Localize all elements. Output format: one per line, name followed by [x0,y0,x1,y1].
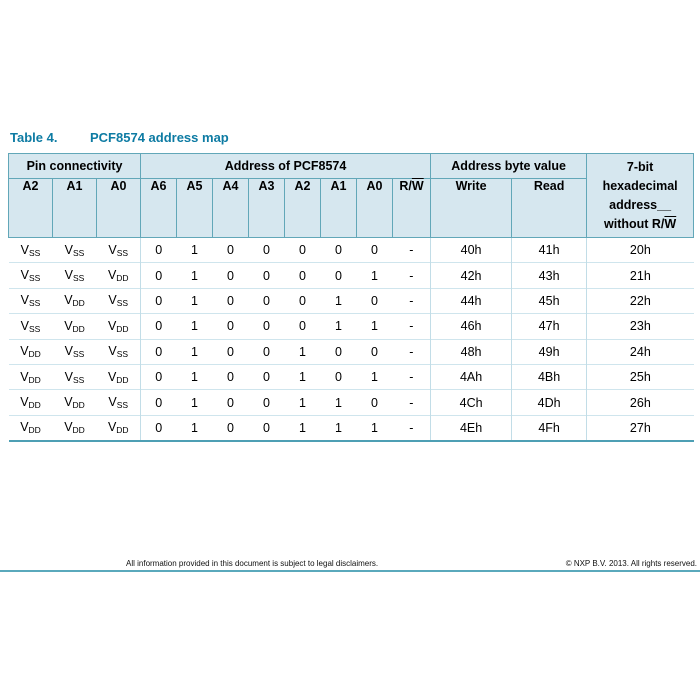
addr-bit-cell: 0 [249,288,285,313]
column-pin-a2: A2 [9,179,53,238]
addr-bit-cell: 0 [321,364,357,389]
pin-cell: $V_{SS}$ [97,288,141,313]
addr-bit-cell: 0 [213,263,249,288]
pin-cell: $V_{DD}$ [97,263,141,288]
addr-bit-cell: 0 [321,263,357,288]
hex-address-cell: 22h [587,288,694,313]
write-value-cell: 4Eh [431,415,512,440]
addr-bit-cell: 1 [357,314,393,339]
pin-cell: $V_{SS}$ [97,390,141,415]
table-row [9,390,694,415]
group-header-row [9,154,694,179]
column-rw [393,179,431,238]
addr-bit-cell: 1 [177,263,213,288]
addr-bit-cell: 0 [213,390,249,415]
rw-cell: - [393,263,431,288]
addr-bit-cell: 1 [357,415,393,440]
write-value-cell: 40h [431,238,512,263]
addr-bit-cell: 1 [285,339,321,364]
addr-bit-cell: 0 [141,238,177,263]
addr-bit-cell: 1 [357,364,393,389]
write-value-cell: 46h [431,314,512,339]
addr-bit-cell: 1 [177,339,213,364]
addr-bit-cell: 0 [141,390,177,415]
group-byte-value: Address byte value [431,154,587,179]
table-row [9,314,694,339]
column-addr-a1: A1 [321,179,357,238]
addr-bit-cell: 0 [213,415,249,440]
pin-cell: $V_{SS}$ [9,288,53,313]
read-value-cell: 45h [512,288,587,313]
addr-bit-cell: 0 [213,288,249,313]
hex-address-cell: 27h [587,415,694,440]
col7bit-line2: hexadecimal [602,178,678,193]
footer-rule [0,570,700,572]
read-value-cell: 43h [512,263,587,288]
pin-cell: $V_{DD}$ [53,390,97,415]
hex-address-cell: 25h [587,364,694,389]
pin-cell: $V_{DD}$ [97,314,141,339]
read-value-cell: 49h [512,339,587,364]
pin-cell: $V_{SS}$ [9,238,53,263]
table-title [10,130,229,145]
hex-address-cell: 26h [587,390,694,415]
addr-bit-cell: 1 [177,288,213,313]
table-row [9,364,694,389]
addr-bit-cell: 1 [177,364,213,389]
rw-cell: - [393,288,431,313]
pin-cell: $V_{DD}$ [9,364,53,389]
addr-bit-cell: 1 [177,415,213,440]
pin-cell: $V_{SS}$ [53,364,97,389]
footer-copyright: © NXP B.V. 2013. All rights reserved. [565,559,697,568]
pin-cell: $V_{DD}$ [53,288,97,313]
footer-disclaimer: All information provided in this document is subject to legal disclaimers. [126,559,379,568]
addr-bit-cell: 0 [357,238,393,263]
column-addr-a0: A0 [357,179,393,238]
write-value-cell: 48h [431,339,512,364]
pin-cell: $V_{DD}$ [9,339,53,364]
addr-bit-cell: 1 [177,390,213,415]
column-write: Write [431,179,512,238]
pin-cell: $V_{SS}$ [9,314,53,339]
table-row [9,238,694,263]
column-addr-a4: A4 [213,179,249,238]
write-value-cell: 4Ah [431,364,512,389]
rw-prefix: R/ [399,179,412,193]
addr-bit-cell: 1 [177,314,213,339]
addr-bit-cell: 0 [249,364,285,389]
addr-bit-cell: 0 [141,314,177,339]
hex-address-cell: 24h [587,339,694,364]
hex-address-cell: 20h [587,238,694,263]
col7bit-line3: address__ [609,197,672,212]
addr-bit-cell: 1 [285,364,321,389]
addr-bit-cell: 0 [357,390,393,415]
column-addr-a3: A3 [249,179,285,238]
addr-bit-cell: 0 [357,288,393,313]
table-row [9,415,694,440]
addr-bit-cell: 0 [249,314,285,339]
column-7bit-hex-address [587,154,694,238]
col7bit-line1: 7-bit [626,159,654,174]
addr-bit-cell: 1 [357,263,393,288]
addr-bit-cell: 0 [141,339,177,364]
addr-bit-cell: 1 [321,390,357,415]
rw-cell: - [393,314,431,339]
rw-cell: - [393,415,431,440]
addr-bit-cell: 0 [141,415,177,440]
addr-bit-cell: 0 [357,339,393,364]
column-read: Read [512,179,587,238]
pin-cell: $V_{SS}$ [53,238,97,263]
col7bit-line4: without R/ [604,216,665,231]
read-value-cell: 4Bh [512,364,587,389]
addr-bit-cell: 1 [285,415,321,440]
addr-bit-cell: 0 [213,238,249,263]
column-pin-a0: A0 [97,179,141,238]
addr-bit-cell: 0 [249,238,285,263]
pin-cell: $V_{DD}$ [53,415,97,440]
rw-cell: - [393,238,431,263]
pin-cell: $V_{SS}$ [9,263,53,288]
pin-cell: $V_{DD}$ [9,415,53,440]
pin-cell: $V_{SS}$ [53,263,97,288]
pin-cell: $V_{SS}$ [97,238,141,263]
read-value-cell: 41h [512,238,587,263]
addr-bit-cell: 0 [321,339,357,364]
addr-bit-cell: 0 [321,238,357,263]
table-caption: PCF8574 address map [90,130,229,145]
table-number: Table 4. [10,130,58,145]
table-body [9,238,694,441]
group-pin-connectivity: Pin connectivity [9,154,141,179]
pin-cell: $V_{SS}$ [53,339,97,364]
group-address: Address of PCF8574 [141,154,431,179]
addr-bit-cell: 1 [177,238,213,263]
addr-bit-cell: 0 [141,263,177,288]
addr-bit-cell: 0 [249,390,285,415]
hex-address-cell: 23h [587,314,694,339]
rw-cell: - [393,339,431,364]
table-row [9,263,694,288]
column-addr-a5: A5 [177,179,213,238]
column-addr-a2: A2 [285,179,321,238]
write-value-cell: 42h [431,263,512,288]
read-value-cell: 47h [512,314,587,339]
addr-bit-cell: 1 [321,415,357,440]
col7bit-line4-w-overline: $\overline{W}$ [664,216,677,231]
write-value-cell: 4Ch [431,390,512,415]
addr-bit-cell: 1 [285,390,321,415]
addr-bit-cell: 1 [321,314,357,339]
addr-bit-cell: 0 [141,288,177,313]
rw-cell: - [393,364,431,389]
column-pin-a1: A1 [53,179,97,238]
read-value-cell: 4Fh [512,415,587,440]
addr-bit-cell: 1 [321,288,357,313]
addr-bit-cell: 0 [213,339,249,364]
read-value-cell: 4Dh [512,390,587,415]
addr-bit-cell: 0 [285,263,321,288]
addr-bit-cell: 0 [285,238,321,263]
write-value-cell: 44h [431,288,512,313]
addr-bit-cell: 0 [249,415,285,440]
addr-bit-cell: 0 [285,314,321,339]
addr-bit-cell: 0 [141,364,177,389]
pin-cell: $V_{DD}$ [9,390,53,415]
pin-cell: $V_{DD}$ [53,314,97,339]
column-addr-a6: A6 [141,179,177,238]
rw-cell: - [393,390,431,415]
hex-address-cell: 21h [587,263,694,288]
address-map-table [8,153,694,442]
pin-cell: $V_{SS}$ [97,339,141,364]
addr-bit-cell: 0 [213,314,249,339]
addr-bit-cell: 0 [249,263,285,288]
table-row [9,339,694,364]
addr-bit-cell: 0 [249,339,285,364]
rw-w-overline: $\overline{W}$ [411,179,424,193]
table-row [9,288,694,313]
pin-cell: $V_{DD}$ [97,364,141,389]
addr-bit-cell: 0 [285,288,321,313]
addr-bit-cell: 0 [213,364,249,389]
pin-cell: $V_{DD}$ [97,415,141,440]
